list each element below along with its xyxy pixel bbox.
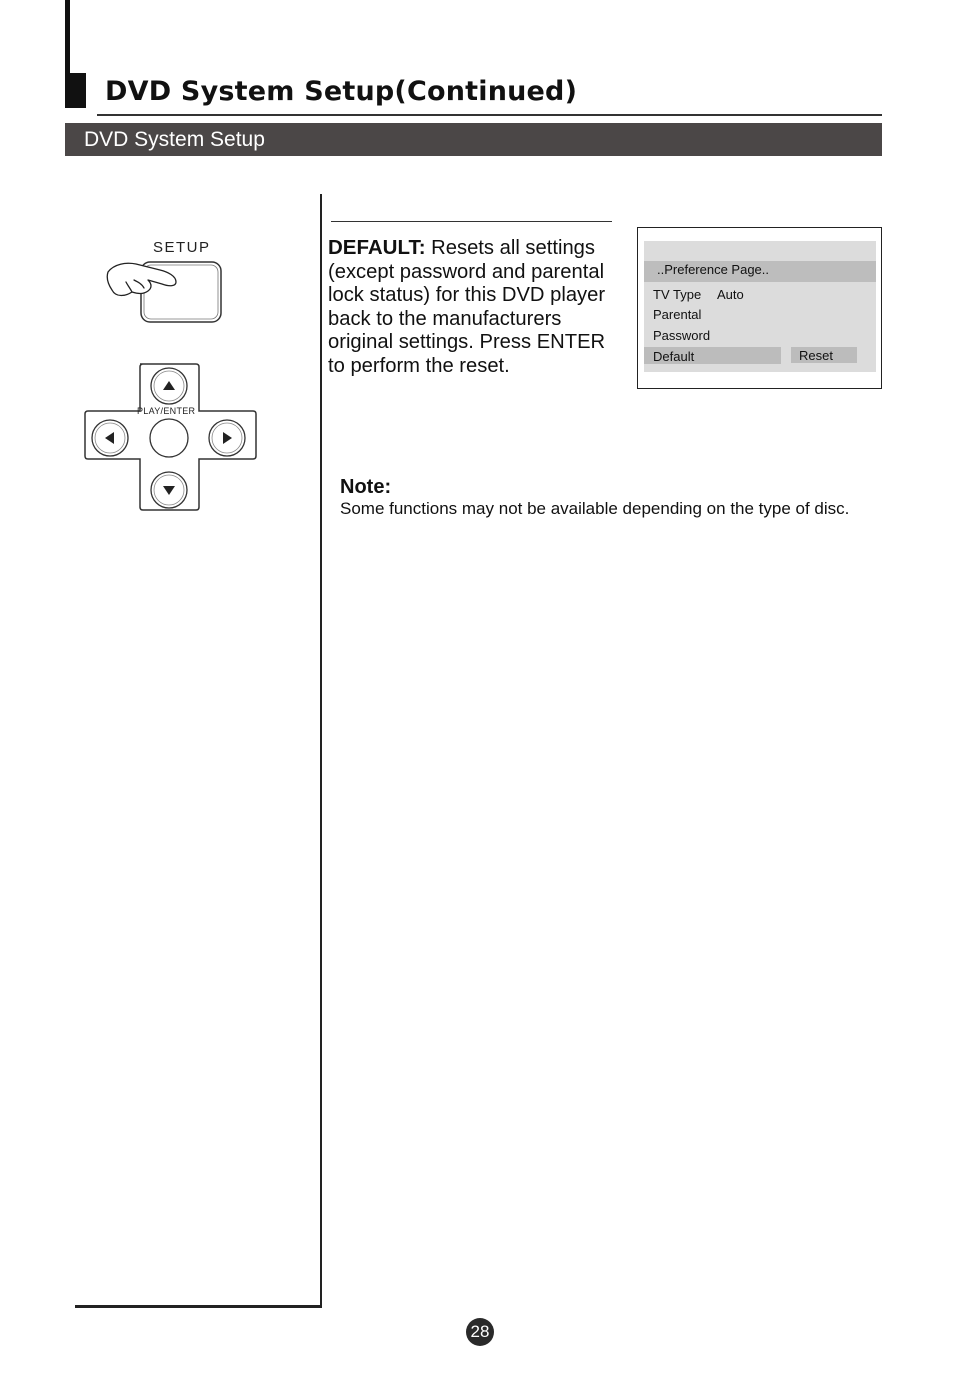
note-body: Some functions may not be available depending on the type of disc. bbox=[340, 499, 850, 518]
column-divider bbox=[320, 194, 322, 1308]
note-title: Note: bbox=[340, 476, 392, 498]
bottom-divider bbox=[75, 1305, 322, 1308]
setup-button-label: SETUP bbox=[153, 239, 211, 256]
title-underline bbox=[97, 114, 882, 116]
osd-row-value: Auto bbox=[717, 287, 744, 302]
default-text: Resets all settings (except password and parental lock status) for this DVD player back to the manufacturers original settings. Press ENTER to perform the reset. bbox=[328, 237, 606, 377]
osd-menu-header: ..Preference Page.. bbox=[657, 262, 770, 277]
dpad-icon bbox=[82, 360, 260, 514]
osd-row-label: Password bbox=[653, 328, 711, 343]
text-rule bbox=[331, 221, 612, 222]
header-accent-block bbox=[65, 73, 86, 108]
osd-row-label: Parental bbox=[653, 307, 702, 322]
play-enter-label: PLAY/ENTER bbox=[137, 406, 196, 416]
section-heading: DVD System Setup bbox=[65, 123, 882, 156]
osd-row-label: TV Type bbox=[653, 287, 702, 302]
page-number: 28 bbox=[466, 1318, 494, 1346]
setup-button-icon bbox=[104, 258, 228, 328]
default-description bbox=[328, 236, 623, 378]
page-title: DVD System Setup(Continued) bbox=[105, 76, 578, 107]
default-label: DEFAULT: bbox=[328, 236, 426, 259]
osd-reset-option: Reset bbox=[799, 348, 833, 363]
osd-row-label: Default bbox=[653, 349, 695, 364]
